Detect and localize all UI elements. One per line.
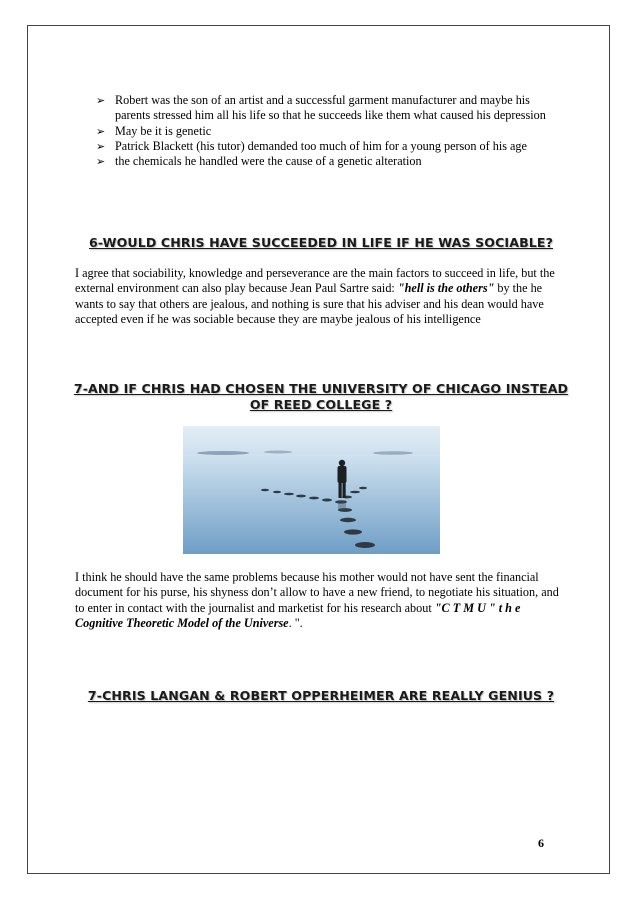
section-7-heading: 7-AND IF CHRIS HAD CHOSEN THE UNIVERSITY OF CHICAGO INSTEAD OF REED COLLEGE ? [73,381,569,412]
man-on-stepping-stones-image [183,426,440,554]
bullet-item: ➢ May be it is genetic [96,123,212,138]
ctmu-emphasis: "C T M U " t h e Cognitive Theoretic Model of the Universe [75,600,521,631]
bullet-item: ➢ the chemicals he handled were the cause of a genetic alteration [96,154,422,169]
arrow-bullet-icon: ➢ [96,139,106,153]
arrow-bullet-icon: ➢ [96,155,106,169]
section-7-paragraph: I think he should have the same problems because his mother would not have sent the financial document for his purse, his shyness don’t allow to have a new friend, to negotiate his situation, and to enter in contact with the journalist and marketist for his research about "C T M U " t h e Cognitive Theoretic Model of the Universe. ". [75,570,559,631]
arrow-bullet-icon: ➢ [96,94,106,107]
bullet-list [96,93,556,169]
arrow-bullet-icon: ➢ [96,124,106,138]
bullet-item: ➢ Robert was the son of an artist and a successful garment manufacturer and maybe his parents stressed him all his life so that he succeeds like them what caused his depression [96,93,546,123]
section-7b-heading: 7-CHRIS LANGAN & ROBERT OPPERHEIMER ARE REALLY GENIUS ? [87,688,555,703]
section-6-heading: 6-WOULD CHRIS HAVE SUCCEEDED IN LIFE IF HE WAS SOCIABLE? [89,235,553,250]
section-6-paragraph: I agree that sociability, knowledge and perseverance are the main factors to succeed in life, but the external environment can also play because Jean Paul Sartre said: "hell is the others" by the he wants to say that others are jealous, and nothing is sure that his adviser and his dean would have accepted even if he was sociable because they are maybe jealous of his intelligence [75,266,555,327]
page-number: 6 [538,836,544,850]
sartre-quote: "hell is the others" [397,281,495,296]
bullet-item: ➢ Patrick Blackett (his tutor) demanded too much of him for a young person of his age [96,138,527,153]
